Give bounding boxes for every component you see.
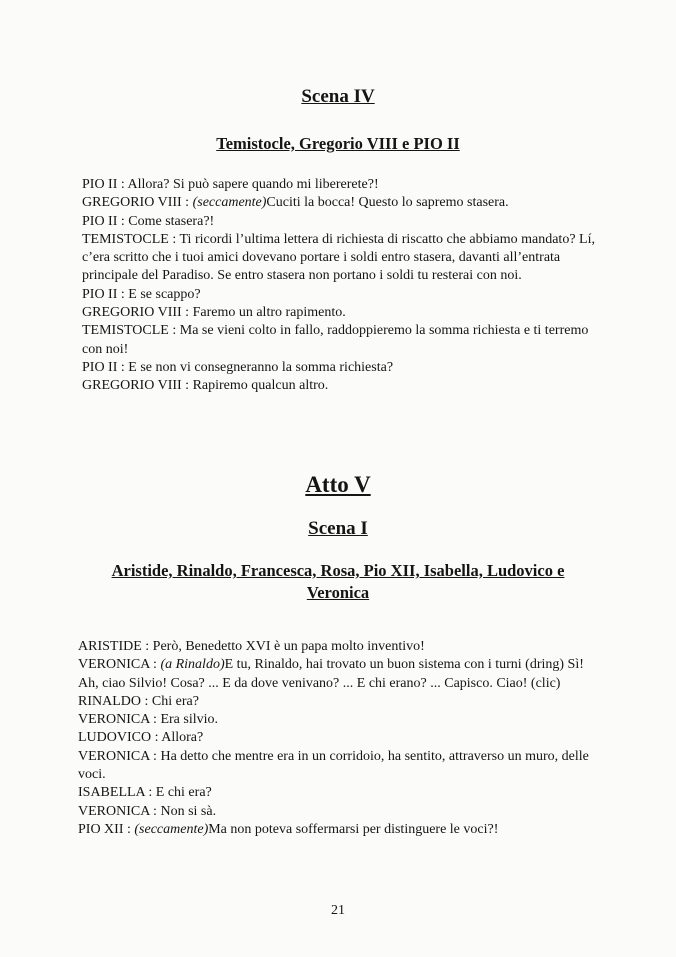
line-text: Rapiremo qualcun altro. [192,378,329,394]
dialogue-line [78,729,598,747]
dialogue-line [82,286,602,304]
speaker: TEMISTOCLE : [82,323,180,339]
line-text: Non si sà. [160,803,217,819]
speaker: RINALDO : [78,693,152,709]
speaker: PIO II : [82,213,129,229]
stage-direction: (a Rinaldo) [160,657,225,673]
speaker: PIO XII : [78,821,135,837]
line-text: Era silvio. [160,712,218,728]
line-text: Ha detto che mentre era in un corridoio, ha sentito, attraverso un muro, delle voci. [78,748,589,783]
line-text: E chi era? [155,785,212,801]
speaker: VERONICA : [78,712,161,728]
scene-i-characters: Aristide, Rinaldo, Francesca, Rosa, Pio XII, Isabella, Ludovico e Veronica [111,561,565,602]
dialogue-line [78,748,598,785]
scene-iv-title: Scena IV [301,86,375,107]
speaker: VERONICA : [78,657,161,673]
line-text: Ma non poteva soffermarsi per distinguere le voci?! [208,821,499,837]
scene-i-dialogue [78,638,598,839]
speaker: ARISTIDE : [78,639,153,654]
line-text: E tu, Rinaldo, hai trovato un buon sistema con i turni (dring) Sì! Ah, ciao Silvio! Cosa? ... E da dove venivano? ... E chi erano? ... Capisco. Ciao! (clic) [78,657,584,691]
dialogue-line [82,176,602,194]
line-text: Chi era? [151,693,199,709]
line-text: Allora? [161,730,204,746]
line-text: Cuciti la bocca! Questo lo sapremo stasera. [266,195,509,211]
scene-i-title: Scena I [308,518,368,539]
dialogue-line [78,711,598,729]
line-text: Però, Benedetto XVI è un papa molto inventivo! [152,639,425,654]
dialogue-line [78,821,598,839]
dialogue-line [82,231,602,286]
speaker: PIO II : [82,286,129,302]
line-text: Faremo un altro rapimento. [192,305,346,321]
stage-direction: (seccamente) [192,195,267,211]
line-text: Come stasera?! [128,213,215,229]
speaker: GREGORIO VIII : [82,305,193,321]
dialogue-line [82,322,602,359]
dialogue-line [78,638,598,656]
speaker: PIO II : [82,359,129,375]
speaker: GREGORIO VIII : [82,195,193,211]
speaker: ISABELLA : [78,785,156,801]
line-text: Ti ricordi l’ultima lettera di richiesta di riscatto che abbiamo mandato? Lí, c’era scritto che i tuoi amici dovevano portare i soldi entro stasera, davanti all’entrata principale del Paradiso. Se entro stasera non portano i soldi tu resterai con noi. [82,231,595,284]
speaker: PIO II : [82,177,128,192]
speaker: VERONICA : [78,803,161,819]
scene-iv-characters: Temistocle, Gregorio VIII e PIO II [216,134,460,153]
dialogue-line [82,194,602,212]
dialogue-line [82,377,602,395]
line-text: E se non vi consegneranno la somma richiesta? [128,359,394,375]
dialogue-line [78,784,598,802]
dialogue-line [78,803,598,821]
line-text: Allora? Si può sapere quando mi libererete?! [127,177,379,192]
dialogue-line [78,693,598,711]
dialogue-line [82,304,602,322]
speaker: GREGORIO VIII : [82,378,193,394]
page-number: 21 [331,903,345,918]
speaker: TEMISTOCLE : [82,231,180,247]
speaker: LUDOVICO : [78,730,162,746]
dialogue-line [82,359,602,377]
line-text: Ma se vieni colto in fallo, raddoppieremo la somma richiesta e ti terremo con noi! [82,323,589,357]
dialogue-line [82,213,602,231]
act-title: Atto V [305,472,371,497]
scene-iv-dialogue [82,176,602,396]
dialogue-line [78,656,598,693]
speaker: VERONICA : [78,748,161,764]
line-text: E se scappo? [128,286,201,302]
stage-direction: (seccamente) [134,821,209,837]
